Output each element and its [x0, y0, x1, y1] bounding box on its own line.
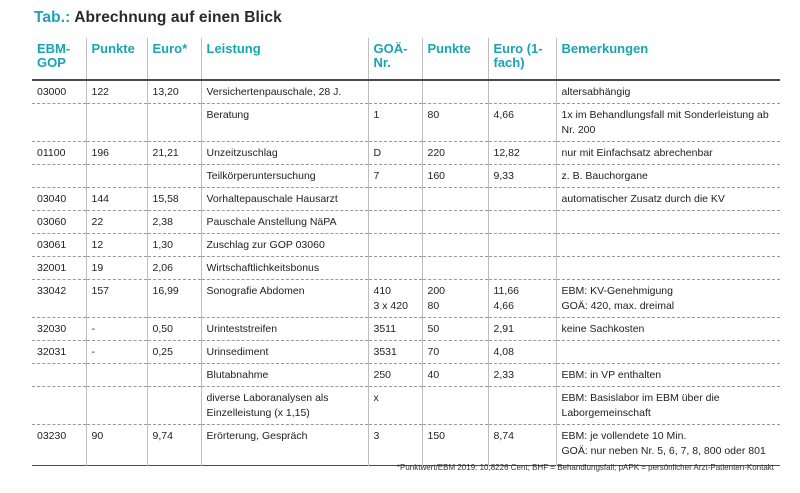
cell-goa-nr: 7 — [368, 164, 422, 187]
cell-leistung: Erörterung, Gespräch — [201, 424, 368, 465]
cell-ebm-gop: 03061 — [37, 238, 67, 251]
cell-leistung: Urinsediment — [201, 340, 368, 363]
cell-ebm-gop: 03000 — [37, 86, 67, 98]
cell-leistung: Wirtschaftlichkeitsbonus — [201, 256, 368, 279]
cell-goa-punkte: 50 — [422, 317, 488, 340]
cell-goa-punkte — [422, 80, 488, 103]
cell-goa-nr: 3531 — [368, 340, 422, 363]
cell-goa-punkte — [422, 210, 488, 233]
cell-euro: 1,30 — [147, 233, 201, 256]
cell-bemerkung: EBM: Basislabor im EBM über die Laborgemeinschaft — [556, 386, 780, 424]
cell-bemerkung: altersabhängig — [556, 80, 780, 103]
cell-goa-punkte — [422, 256, 488, 279]
header-punkte: Punkte — [86, 38, 147, 80]
cell-euro: 16,99 — [147, 279, 201, 317]
table-title — [34, 9, 282, 27]
cell-goa-punkte: 150 — [422, 424, 488, 465]
cell-bemerkung: z. B. Bauchorgane — [556, 164, 780, 187]
cell-leistung: Blutabnahme — [201, 363, 368, 386]
table-row — [32, 187, 780, 210]
cell-punkte — [86, 103, 147, 141]
cell-goa-nr: 410 3 x 420 — [368, 279, 422, 317]
cell-ebm-gop — [32, 363, 86, 386]
cell-punkte: 144 — [86, 187, 147, 210]
table-row — [32, 340, 780, 363]
cell-bemerkung — [556, 256, 780, 279]
cell-ebm-gop: 33042 — [37, 284, 67, 297]
cell-leistung: Beratung — [201, 103, 368, 141]
cell-ebm-gop: 32031 — [37, 345, 67, 358]
cell-goa-euro — [488, 386, 556, 424]
cell-punkte — [86, 386, 147, 424]
table-row — [32, 386, 780, 424]
cell-goa-punkte: 80 — [422, 103, 488, 141]
cell-euro: 9,74 — [147, 424, 201, 465]
cell-ebm-gop: 03060 — [37, 215, 67, 228]
table-row — [32, 164, 780, 187]
cell-bemerkung: EBM: je vollendete 10 Min. GOÄ: nur neben Nr. 5, 6, 7, 8, 800 oder 801 — [556, 424, 780, 465]
cell-ebm-gop — [32, 103, 86, 141]
cell-euro: 0,50 — [147, 317, 201, 340]
title-prefix: Tab.: — [34, 9, 71, 26]
table-row — [32, 279, 780, 317]
cell-euro — [147, 386, 201, 424]
cell-punkte: 90 — [86, 424, 147, 465]
cell-goa-euro — [488, 187, 556, 210]
cell-goa-nr: 3 — [368, 424, 422, 465]
cell-punkte — [86, 164, 147, 187]
table-row — [32, 103, 780, 141]
cell-goa-euro: 9,33 — [488, 164, 556, 187]
cell-euro: 15,58 — [147, 187, 201, 210]
cell-goa-euro: 2,91 — [488, 317, 556, 340]
cell-leistung: Zuschlag zur GOP 03060 — [201, 233, 368, 256]
cell-goa-punkte — [422, 187, 488, 210]
cell-goa-nr — [368, 233, 422, 256]
cell-goa-euro: 11,66 4,66 — [488, 279, 556, 317]
cell-ebm-gop: 01100 — [37, 146, 66, 159]
cell-goa-punkte: 40 — [422, 363, 488, 386]
header-leistung: Leistung — [201, 38, 368, 80]
table-row — [32, 141, 780, 164]
cell-goa-euro: 8,74 — [488, 424, 556, 465]
cell-punkte: - — [86, 340, 147, 363]
cell-leistung: Versichertenpauschale, 28 J. — [201, 80, 368, 103]
cell-bemerkung — [556, 340, 780, 363]
footnote: *Punktwert/EBM 2019: 10,8226 Cent; BHF = Behandlungsfall; pAPK = persönlicher Arzt-Patienten-Kontakt — [396, 463, 774, 472]
cell-punkte: 22 — [86, 210, 147, 233]
cell-goa-punkte — [422, 233, 488, 256]
cell-goa-euro: 12,82 — [488, 141, 556, 164]
cell-leistung: Pauschale Anstellung NäPA — [201, 210, 368, 233]
header-goa-nr: GOÄ-​Nr. — [368, 38, 422, 80]
cell-bemerkung: nur mit Einfachsatz abrechenbar — [556, 141, 780, 164]
cell-goa-euro — [488, 233, 556, 256]
cell-euro: 13,20 — [147, 80, 201, 103]
cell-goa-nr — [368, 210, 422, 233]
cell-ebm-gop: 03230 — [37, 429, 67, 442]
header-euro: Euro* — [147, 38, 201, 80]
cell-bemerkung: automatischer Zusatz durch die KV — [556, 187, 780, 210]
cell-ebm-gop: 32001 — [37, 261, 67, 274]
cell-euro — [147, 103, 201, 141]
cell-punkte: 19 — [86, 256, 147, 279]
cell-goa-punkte: 70 — [422, 340, 488, 363]
header-goa-punkte: Punkte — [422, 38, 488, 80]
cell-goa-euro — [488, 256, 556, 279]
header-ebm-gop: EBM-​GOP — [32, 38, 86, 80]
cell-leistung: Sonografie Abdomen — [201, 279, 368, 317]
cell-punkte: 12 — [86, 233, 147, 256]
header-row — [32, 38, 780, 80]
cell-bemerkung: keine Sachkosten — [556, 317, 780, 340]
cell-punkte: 157 — [86, 279, 147, 317]
cell-goa-nr — [368, 256, 422, 279]
cell-bemerkung — [556, 233, 780, 256]
table-row — [32, 80, 780, 103]
cell-leistung: diverse Laboranalysen als Einzelleistung (x 1,15) — [201, 386, 368, 424]
cell-ebm-gop — [32, 164, 86, 187]
cell-punkte — [86, 363, 147, 386]
header-goa-euro: Euro (1-fach) — [488, 38, 556, 80]
cell-goa-punkte: 220 — [422, 141, 488, 164]
cell-leistung: Vorhaltepauschale Hausarzt — [201, 187, 368, 210]
cell-punkte: - — [86, 317, 147, 340]
cell-leistung: Teilkörperuntersuchung — [201, 164, 368, 187]
cell-euro: 2,38 — [147, 210, 201, 233]
cell-bemerkung: EBM: KV-Genehmigung GOÄ: 420, max. dreimal — [556, 279, 780, 317]
cell-ebm-gop — [32, 386, 86, 424]
cell-euro: 0,25 — [147, 340, 201, 363]
cell-leistung: Urinteststreifen — [201, 317, 368, 340]
table-row — [32, 210, 780, 233]
table-row — [32, 363, 780, 386]
cell-punkte: 196 — [86, 141, 147, 164]
cell-punkte: 122 — [86, 80, 147, 103]
cell-goa-euro — [488, 80, 556, 103]
cell-goa-nr: 3511 — [368, 317, 422, 340]
cell-bemerkung — [556, 210, 780, 233]
cell-goa-punkte: 200 80 — [422, 279, 488, 317]
cell-goa-nr: 250 — [368, 363, 422, 386]
cell-goa-euro — [488, 210, 556, 233]
cell-goa-nr — [368, 80, 422, 103]
table-row — [32, 424, 780, 465]
cell-goa-euro: 4,66 — [488, 103, 556, 141]
cell-leistung: Unzeitzuschlag — [201, 141, 368, 164]
table-row — [32, 233, 780, 256]
cell-goa-nr: D — [368, 141, 422, 164]
cell-goa-punkte — [422, 386, 488, 424]
cell-euro: 21,21 — [147, 141, 201, 164]
title-text: Abrechnung auf einen Blick — [74, 9, 282, 26]
cell-bemerkung: EBM: in VP enthalten — [556, 363, 780, 386]
cell-bemerkung: 1x im Behandlungsfall mit Sonderleistung ab Nr. 200 — [556, 103, 780, 141]
cell-goa-nr — [368, 187, 422, 210]
cell-euro: 2,06 — [147, 256, 201, 279]
cell-goa-nr: x — [368, 386, 422, 424]
cell-goa-euro: 2,33 — [488, 363, 556, 386]
cell-euro — [147, 363, 201, 386]
table-row — [32, 317, 780, 340]
cell-goa-euro: 4,08 — [488, 340, 556, 363]
cell-goa-nr: 1 — [368, 103, 422, 141]
cell-ebm-gop: 03040 — [37, 192, 67, 205]
header-bemerkungen: Bemerkungen — [556, 38, 780, 80]
cell-goa-punkte: 160 — [422, 164, 488, 187]
billing-table — [32, 38, 780, 466]
cell-euro — [147, 164, 201, 187]
cell-ebm-gop: 32030 — [37, 322, 67, 335]
table-row — [32, 256, 780, 279]
